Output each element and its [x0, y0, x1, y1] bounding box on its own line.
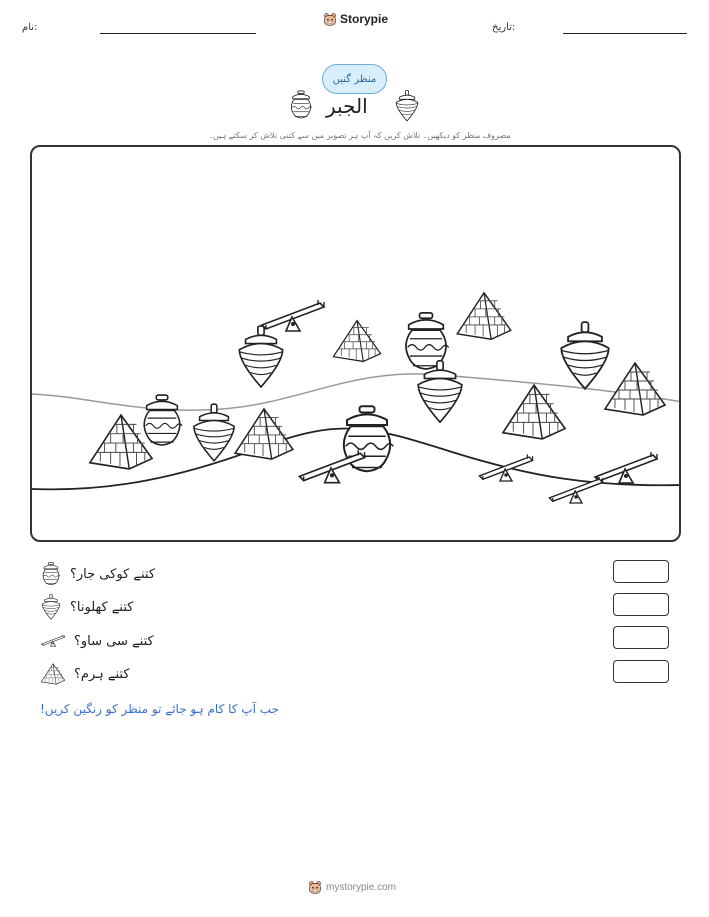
scene-pyramid — [90, 415, 152, 469]
footer-note: جب آپ کا کام ہو جائے تو منظر کو رنگین کریں! — [40, 702, 279, 716]
scene-illustration — [32, 147, 681, 542]
answer-box[interactable] — [613, 660, 669, 683]
title-row — [0, 90, 709, 124]
question-row — [40, 629, 154, 653]
date-line[interactable] — [563, 33, 687, 34]
scene-jar — [144, 395, 182, 445]
page-title: الجبر — [326, 94, 368, 118]
scene-seesaw — [595, 452, 657, 483]
scene-pyramid — [457, 293, 511, 339]
question-row — [40, 562, 155, 586]
scene-pyramid — [235, 409, 293, 459]
scene-pyramid — [333, 321, 380, 362]
logo-text: Storypie — [340, 12, 389, 26]
scene-top — [194, 404, 234, 461]
category-badge: منظر گنیں — [322, 64, 387, 94]
question-text: کتنے کوکی جار؟ — [70, 566, 156, 582]
instructions: مصروف منظر کو دیکھیں۔ تلاش کریں کہ آپ ہر تصویر میں سے کتنی تلاش کر سکتے ہیں۔ — [208, 131, 511, 140]
name-line[interactable] — [100, 33, 256, 34]
site-footer — [308, 880, 396, 894]
scene-pyramid — [605, 363, 665, 415]
name-label: نام: — [22, 22, 38, 33]
bear-logo-icon — [323, 12, 337, 26]
scene-top — [239, 326, 282, 387]
counting-scene — [30, 145, 681, 542]
answer-box[interactable] — [613, 560, 669, 583]
cookie-jar-icon — [288, 90, 314, 120]
seesaw-icon — [40, 632, 66, 650]
scene-top — [418, 361, 462, 422]
scene-seesaw — [262, 300, 324, 331]
question-text: کتنے سی ساو؟ — [74, 633, 154, 649]
scene-pyramid — [503, 385, 565, 439]
question-row — [40, 595, 133, 619]
answer-box[interactable] — [613, 626, 669, 649]
date-label: تاریخ: — [492, 22, 516, 33]
pyramid-icon — [40, 663, 66, 685]
question-text: کتنے ہرم؟ — [74, 666, 130, 682]
scene-seesaw — [479, 454, 532, 481]
cookie-jar-icon — [40, 562, 62, 586]
storypie-logo — [323, 12, 388, 26]
scene-top — [561, 322, 608, 389]
question-text: کتنے کھلونا؟ — [70, 599, 134, 615]
spinning-top-icon — [394, 90, 420, 122]
question-row — [40, 662, 130, 686]
spinning-top-icon — [40, 594, 62, 620]
bear-logo-icon — [308, 880, 322, 894]
site-url[interactable]: mystorypie.com — [326, 881, 397, 893]
answer-box[interactable] — [613, 593, 669, 616]
